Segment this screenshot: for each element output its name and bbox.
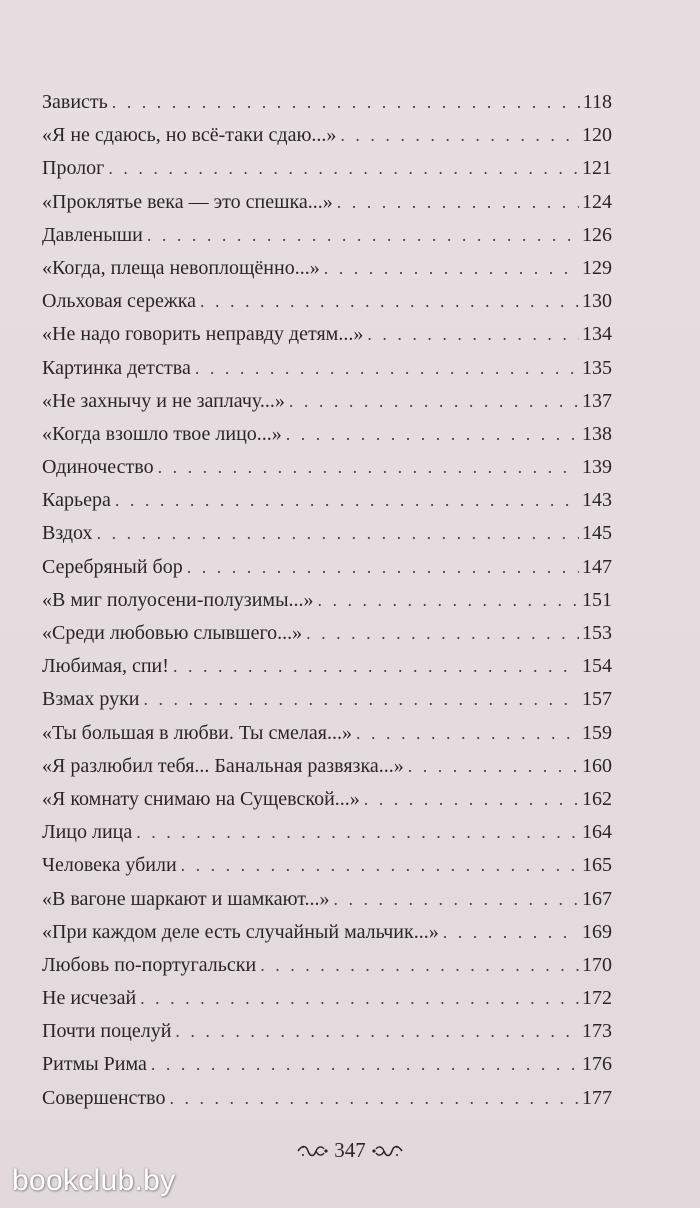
flourish-ornament-icon [296,1142,328,1160]
toc-entry [42,551,612,584]
toc-entry [42,1082,612,1115]
toc-leader-dots [108,152,579,185]
toc-entry-title: «Не захнычу и не заплачу...» [42,389,285,412]
toc-entry-title: «Ты большая в любви. Ты смелая...» [42,721,352,744]
toc-entry-title: «Я разлюбил тебя... Банальная развязка...» [42,754,404,777]
toc-entry-title: «Когда взошло твое лицо...» [42,422,282,445]
toc-entry-page: 170 [582,953,612,976]
toc-entry [42,916,612,949]
toc-entry [42,352,612,385]
toc-leader-dots [334,883,579,916]
toc-entry-page: 162 [582,787,612,810]
toc-leader-dots [408,750,579,783]
toc-entry-title: Картинка детства [42,356,191,379]
toc-leader-dots [286,418,579,451]
toc-entry-title: «Когда, плеща невоплощённо...» [42,256,320,279]
toc-entry-page: 118 [582,91,612,113]
toc-entry-page: 169 [582,920,612,943]
toc-leader-dots [169,1082,579,1115]
toc-entry-page: 176 [582,1053,612,1076]
toc-entry-title: Почти поцелуй [42,1020,172,1043]
toc-entry-title: Взмах руки [42,688,140,711]
toc-entry-title: Одиночество [42,456,154,479]
toc-entry-page: 165 [582,854,612,877]
toc-entry-title: Серебряный бор [42,555,183,578]
toc-entry-page: 167 [582,887,612,910]
toc-entry-title: Вздох [42,522,93,545]
toc-entry-page: 138 [582,422,612,445]
flourish-ornament-icon [372,1142,404,1160]
page-number: 347 [334,1138,366,1162]
toc-entry-page: 153 [582,622,612,644]
toc-entry [42,949,612,982]
toc-leader-dots [195,352,579,385]
toc-entry [42,650,612,683]
toc-leader-dots [200,285,579,318]
toc-leader-dots [337,186,579,219]
toc-leader-dots [443,916,579,949]
toc-entry [42,816,612,849]
toc-entry [42,617,612,650]
toc-entry-page: 124 [582,190,612,213]
page-footer [0,1138,700,1163]
toc-entry-page: 159 [582,721,612,744]
toc-entry-title: Пролог [42,157,105,180]
toc-leader-dots [151,1048,579,1081]
toc-leader-dots [136,816,579,849]
toc-entry-page: 177 [582,1086,612,1109]
toc-leader-dots [260,949,579,982]
toc-leader-dots [364,783,579,816]
toc-entry-title: «Среди любовью слывшего...» [42,622,303,644]
toc-leader-dots [112,86,580,119]
toc-entry [42,186,612,219]
toc-entry-title: Зависть [42,91,108,113]
toc-entry-page: 139 [582,456,612,479]
toc-entry-page: 121 [582,157,612,180]
toc-leader-dots [318,584,579,617]
toc-entry [42,750,612,783]
toc-entry [42,1048,612,1081]
toc-entry-title: Ритмы Рима [42,1053,147,1076]
toc-entry-title: «В вагоне шаркают и шамкают...» [42,887,330,910]
toc-leader-dots [356,717,579,750]
toc-entry-page: 160 [582,754,612,777]
toc-entry-title: Не исчезай [42,987,137,1010]
toc-entry-page: 130 [582,290,612,313]
toc-entry [42,982,612,1015]
toc-entry [42,285,612,318]
toc-entry-page: 157 [582,688,612,711]
toc-entry-page: 147 [582,555,612,578]
toc-leader-dots [173,650,579,683]
toc-entry-title: «Не надо говорить неправду детям...» [42,323,364,346]
toc-entry-page: 134 [582,323,612,346]
toc-entry-title: Человека убили [42,854,177,877]
toc-entry-title: Давленыши [42,223,143,246]
toc-entry [42,385,612,418]
toc-entry-page: 145 [582,522,612,545]
toc-entry-title: «При каждом деле есть случайный мальчик...» [42,920,439,943]
toc-entry-title: «Я комнату снимаю на Сущевской...» [42,787,360,810]
toc-leader-dots [181,849,579,882]
toc-entry-title: Любовь по-португальски [42,953,257,976]
toc-entry-title: «В миг полуосени-полузимы...» [42,588,314,611]
toc-entry [42,517,612,550]
toc-entry [42,484,612,517]
toc-leader-dots [97,517,579,550]
toc-entry [42,418,612,451]
toc-leader-dots [289,385,579,418]
toc-entry-page: 172 [582,987,612,1010]
toc-leader-dots [367,318,579,351]
toc-entry-page: 135 [582,356,612,379]
toc-leader-dots [140,982,579,1015]
toc-entry [42,783,612,816]
toc-entry [42,683,612,716]
toc-leader-dots [187,551,579,584]
toc-entry-title: Ольховая сережка [42,290,197,313]
toc-entry [42,252,612,285]
toc-entry [42,451,612,484]
toc-entry-title: Совершенство [42,1086,166,1109]
toc-entry-page: 120 [582,124,612,147]
toc-leader-dots [115,484,579,517]
toc-leader-dots [144,683,579,716]
toc-entry [42,119,612,152]
toc-entry-title: «Я не сдаюсь, но всё-таки сдаю...» [42,124,337,147]
toc-leader-dots [306,617,579,650]
toc-entry [42,219,612,252]
toc-entry-page: 151 [582,588,612,611]
toc-entry [42,584,612,617]
toc-entry-page: 173 [582,1020,612,1043]
toc-entry-page: 143 [582,489,612,512]
toc-entry [42,849,612,882]
toc-entry [42,318,612,351]
toc-entry [42,86,612,119]
toc-entry [42,1015,612,1048]
toc-entry-page: 126 [582,223,612,246]
toc-leader-dots [340,119,579,152]
toc-entry [42,883,612,916]
toc-entry-title: Любимая, спи! [42,655,169,678]
toc-entry-title: «Проклятье века — это спешка...» [42,190,333,213]
toc-entry-page: 154 [582,655,612,678]
toc-entry-title: Карьера [42,489,111,512]
toc-leader-dots [158,451,579,484]
toc-entry-page: 129 [582,256,612,279]
toc-entry [42,717,612,750]
watermark: bookclub.by [12,1164,176,1197]
toc-leader-dots [147,219,579,252]
table-of-contents [42,86,612,1115]
toc-entry [42,152,612,185]
toc-entry-title: Лицо лица [42,821,133,844]
toc-entry-page: 164 [582,821,612,844]
toc-leader-dots [175,1015,579,1048]
toc-entry-page: 137 [582,389,612,412]
toc-leader-dots [324,252,579,285]
